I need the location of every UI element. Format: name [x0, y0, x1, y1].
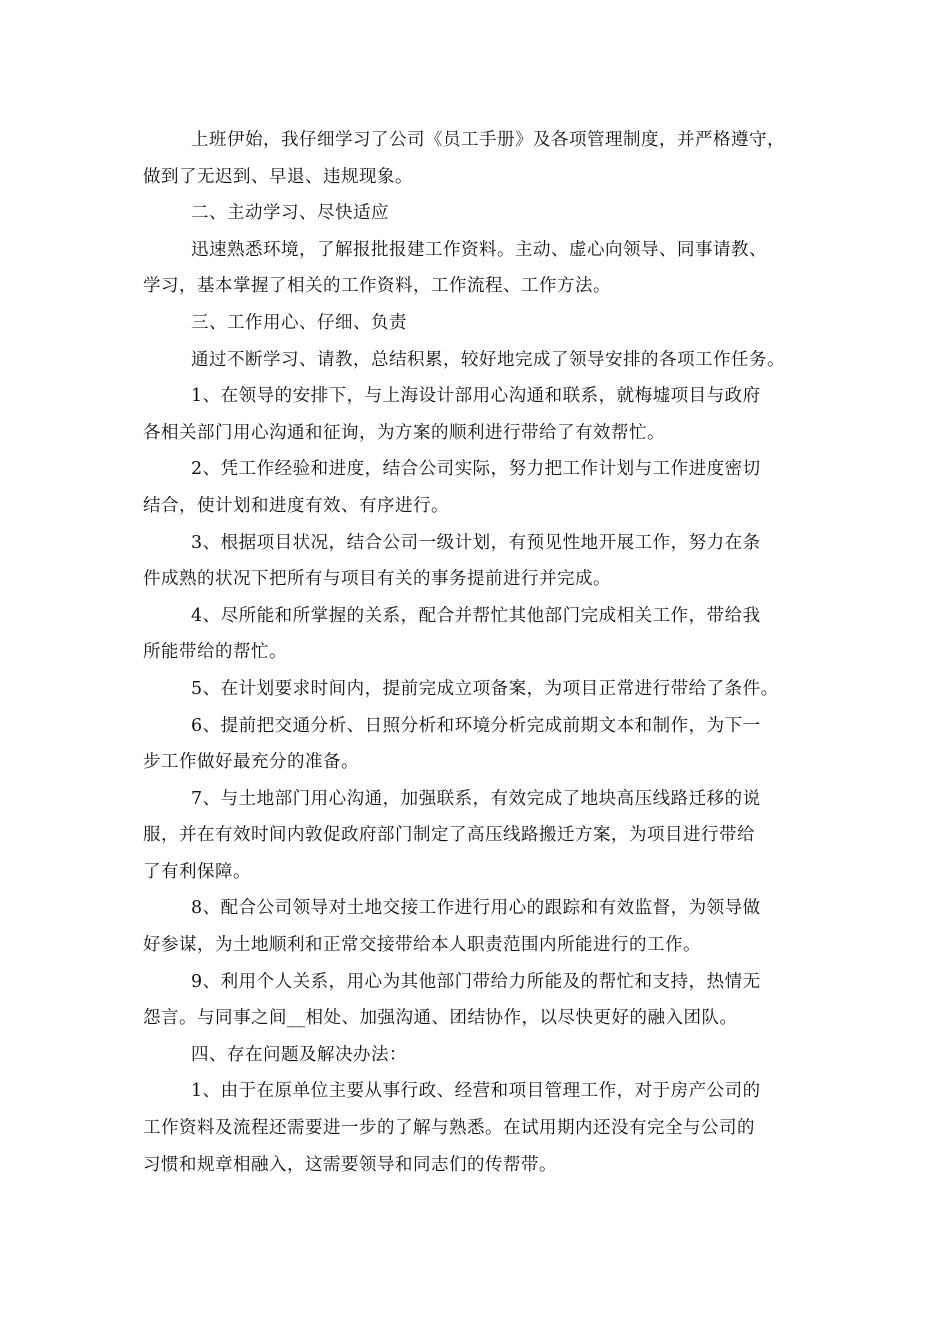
list-item-line: 1、在领导的安排下，与上海设计部用心沟通和联系，就梅墟项目与政府 [191, 386, 761, 407]
list-item-line: 各相关部门用心沟通和征询，为方案的顺利进行带给了有效帮忙。 [143, 422, 665, 443]
list-item-line: 服，并在有效时间内敦促政府部门制定了高压线路搬迁方案，为项目进行带给 [143, 825, 755, 846]
paragraph-line: 上班伊始，我仔细学习了公司《员工手册》及各项管理制度，并严格遵守， [191, 130, 785, 150]
paragraph-line: 通过不断学习、请教，总结积累，较好地完成了领导安排的各项工作任务。 [191, 349, 785, 370]
list-item-line: 6、提前把交通分析、日照分析和环境分析完成前期文本和制作，为下一 [191, 715, 761, 736]
paragraph-line: 学习，基本掌握了相关的工作资料，工作流程、工作方法。 [143, 276, 611, 297]
paragraph-line: 做到了无迟到、早退、违规现象。 [143, 166, 413, 187]
section-heading: 四、存在问题及解决办法： [191, 1044, 407, 1065]
list-item-line: 1、由于在原单位主要从事行政、经营和项目管理工作，对于房产公司的 [191, 1081, 761, 1102]
list-item-line: 好参谋，为土地顺利和正常交接带给本人职责范围内所能进行的工作。 [143, 935, 701, 956]
list-item-line: 4、尽所能和所掌握的关系，配合并帮忙其他部门完成相关工作，带给我 [191, 605, 761, 626]
list-item-line: 怨言。与同事之间__相处、加强沟通、团结协作，以尽快更好的融入团队。 [143, 1008, 738, 1029]
list-item-line: 结合，使计划和进度有效、有序进行。 [143, 495, 449, 516]
list-item-line: 了有利保障。 [143, 861, 251, 882]
list-item-line: 所能带给的帮忙。 [143, 642, 287, 663]
list-item-line: 件成熟的状况下把所有与项目有关的事务提前进行并完成。 [143, 569, 611, 590]
paragraph-line: 迅速熟悉环境，了解报批报建工作资料。主动、虚心向领导、同事请教、 [191, 239, 767, 260]
section-heading: 二、主动学习、尽快适应 [191, 203, 389, 224]
section-heading: 三、工作用心、仔细、负责 [191, 312, 407, 333]
list-item-line: 5、在计划要求时间内，提前完成立项备案，为项目正常进行带给了条件。 [191, 678, 779, 699]
list-item-line: 8、配合公司领导对土地交接工作进行用心的跟踪和有效监督，为领导做 [191, 898, 761, 919]
list-item-line: 习惯和规章相融入，这需要领导和同志们的传帮带。 [143, 1154, 557, 1175]
list-item-line: 3、根据项目状况，结合公司一级计划，有预见性地开展工作，努力在条 [191, 532, 761, 553]
list-item-line: 9、利用个人关系，用心为其他部门带给力所能及的帮忙和支持，热情无 [191, 971, 761, 992]
list-item-line: 7、与土地部门用心沟通，加强联系，有效完成了地块高压线路迁移的说 [191, 788, 761, 809]
list-item-line: 步工作做好最充分的准备。 [143, 752, 359, 773]
document-body [143, 122, 833, 1183]
list-item-line: 工作资料及流程还需要进一步的了解与熟悉。在试用期内还没有完全与公司的 [143, 1118, 755, 1139]
list-item-line: 2、凭工作经验和进度，结合公司实际，努力把工作计划与工作进度密切 [191, 459, 761, 480]
